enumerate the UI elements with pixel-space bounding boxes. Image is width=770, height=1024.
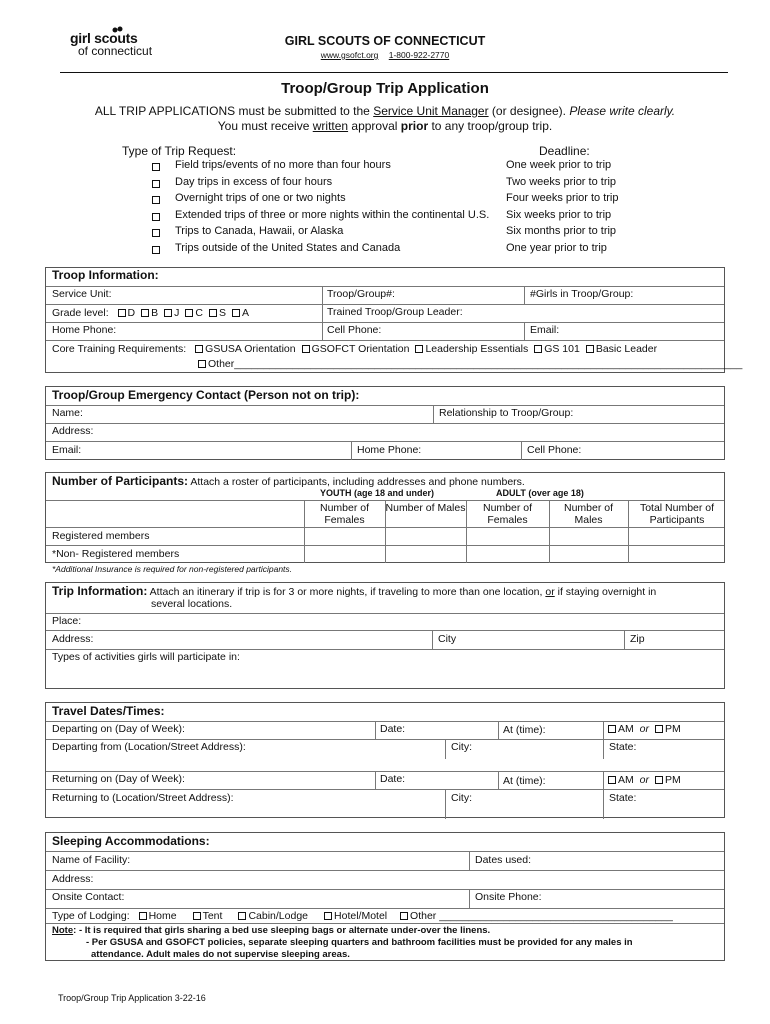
emergency-email-field[interactable]: Email: (52, 444, 82, 456)
trip-type-label: Field trips/events of no more than four hours (175, 159, 391, 171)
non-registered-row-label: *Non- Registered members (52, 548, 180, 560)
grade-level-group: Grade level: D B J C S A (52, 307, 250, 319)
returning-state-field[interactable]: State: (609, 792, 637, 804)
lodging-checkbox[interactable]: Hotel/Motel (324, 910, 387, 922)
website-link[interactable]: www.gsofct.org (320, 50, 379, 60)
trip-address-field[interactable]: Address: (52, 633, 94, 645)
departing-time-field[interactable]: At (time): (503, 724, 546, 736)
page-title: Troop/Group Trip Application (281, 80, 489, 97)
trip-info-section (45, 582, 725, 689)
youth-males-col: Number of Males (385, 502, 466, 514)
grade-checkbox[interactable]: C (185, 307, 203, 319)
participants-section (45, 472, 725, 563)
trip-deadline: Four weeks prior to trip (506, 192, 619, 204)
core-training-group: Core Training Requirements: GSUSA Orientation GSOFCT Orientation Leadership Essentials GS 101 Basic Leader (52, 343, 658, 355)
trip-type-checkbox[interactable] (152, 178, 162, 190)
returning-time-field[interactable]: At (time): (503, 775, 546, 787)
sleeping-header: Sleeping Accommodations: (52, 834, 210, 848)
sleeping-note: Note: - It is required that girls sharing a bed use sleeping bags or alternate under-over the linens. (52, 925, 491, 936)
trip-type-checkbox[interactable] (152, 244, 162, 256)
troop-info-header: Troop Information: (52, 268, 159, 282)
trip-deadline: One year prior to trip (506, 241, 607, 254)
relationship-field[interactable]: Relationship to Troop/Group: (439, 407, 574, 419)
registered-row-label: Registered members (52, 530, 150, 542)
departing-from-field[interactable]: Departing from (Location/Street Address): (52, 741, 246, 753)
grade-checkbox[interactable]: A (232, 307, 249, 319)
trip-type-label: Trips to Canada, Hawaii, or Alaska (175, 225, 344, 237)
emergency-section (45, 386, 725, 460)
place-field[interactable]: Place: (52, 615, 82, 627)
trip-type-label: Overnight trips of one or two nights (175, 192, 346, 204)
trip-type-checkbox[interactable] (152, 194, 162, 206)
sleeping-section (45, 832, 725, 961)
deadline-label: Deadline: (539, 144, 590, 158)
grade-checkbox[interactable]: S (209, 307, 226, 319)
troop-info-section (45, 267, 743, 373)
phone-number: 1-800-922-2770 (388, 50, 450, 60)
lodging-checkbox[interactable]: Cabin/Lodge (238, 910, 308, 922)
sleeping-note3: attendance. Adult males do not supervise sleeping areas. (91, 949, 350, 960)
intro-line1: ALL TRIP APPLICATIONS must be submitted to the Service Unit Manager (or designee). Please write clearly. (94, 104, 676, 118)
trip-info-header: Trip Information: Attach an itinerary if trip is for 3 or more nights, if traveling to more than one location, or if staying overnight in (52, 584, 657, 598)
org-name: GIRL SCOUTS OF CONNECTICUT (284, 34, 486, 48)
lodging-checkbox[interactable]: Tent (193, 910, 223, 922)
logo-line1: girl scouts (70, 30, 138, 46)
trip-type-label: Trips outside of the United States and Canada (175, 241, 401, 254)
grade-checkbox[interactable]: D (118, 307, 136, 319)
dates-used-field[interactable]: Dates used: (475, 854, 532, 866)
core-training-checkbox[interactable]: GSUSA Orientation (195, 343, 295, 355)
onsite-phone-field[interactable]: Onsite Phone: (475, 891, 542, 903)
insurance-note: *Additional Insurance is required for non-registered participants. (52, 564, 293, 574)
returning-to-field[interactable]: Returning to (Location/Street Address): (52, 792, 234, 804)
footer-text: Troop/Group Trip Application 3-22-16 (58, 993, 206, 1003)
trip-type-label: Type of Trip Request: (122, 144, 237, 158)
core-training-checkbox[interactable]: Basic Leader (586, 343, 657, 355)
trip-deadline: One week prior to trip (506, 159, 612, 171)
youth-females-col: Number of Females (319, 502, 370, 526)
returning-date-field[interactable]: Date: (380, 773, 406, 785)
leader-field[interactable]: Trained Troop/Group Leader: (327, 306, 463, 318)
emergency-address-field[interactable]: Address: (52, 425, 94, 437)
email-field[interactable]: Email: (530, 324, 560, 336)
departing-date-field[interactable]: Date: (380, 723, 406, 735)
onsite-contact-field[interactable]: Onsite Contact: (52, 891, 125, 903)
core-training-checkbox[interactable]: GS 101 (534, 343, 580, 355)
sleeping-note2: - Per GSUSA and GSOFCT policies, separate sleeping quarters and bathroom facilities must be provided for any males in (86, 937, 633, 948)
facility-field[interactable]: Name of Facility: (52, 854, 131, 866)
lodging-other[interactable]: Other ________________________________________ (400, 910, 673, 922)
girls-count-field[interactable]: #Girls in Troop/Group: (530, 288, 634, 300)
service-unit-field[interactable]: Service Unit: (52, 288, 112, 300)
home-phone-field[interactable]: Home Phone: (52, 324, 117, 336)
lodging-address-field[interactable]: Address: (52, 873, 94, 885)
emergency-name-field[interactable]: Name: (52, 407, 83, 419)
emergency-cell-phone-field[interactable]: Cell Phone: (527, 444, 582, 456)
grade-checkbox[interactable]: J (164, 307, 179, 319)
core-other-field[interactable]: Other_______________________________________________________________________________________ (198, 358, 742, 370)
trip-zip-field[interactable]: Zip (630, 633, 645, 645)
returning-city-field[interactable]: City: (451, 792, 472, 804)
trip-type-checkbox[interactable] (152, 211, 162, 223)
participants-header: Number of Participants: Attach a roster of participants, including addresses and phone numbers. (52, 474, 525, 488)
logo-line2: of connecticut (78, 44, 153, 58)
trip-type-label: Day trips in excess of four hours (175, 175, 333, 188)
core-training-checkbox[interactable]: GSOFCT Orientation (302, 343, 410, 355)
adult-label: ADULT (over age 18) (496, 488, 584, 498)
adult-females-col: Number of Females (482, 502, 533, 526)
departing-ampm[interactable]: AM or PM (608, 723, 681, 735)
troop-number-field[interactable]: Troop/Group#: (327, 288, 395, 300)
emergency-home-phone-field[interactable]: Home Phone: (357, 444, 422, 456)
header-divider (60, 72, 728, 73)
trip-deadline: Six months prior to trip (506, 225, 617, 237)
adult-males-col: Number of Males (563, 502, 614, 526)
trip-city-field[interactable]: City (438, 633, 457, 645)
trip-deadline: Six weeks prior to trip (506, 208, 612, 221)
lodging-checkbox[interactable]: Home (139, 910, 177, 922)
core-training-checkbox[interactable]: Leadership Essentials (415, 343, 528, 355)
trip-type-checkbox[interactable] (152, 161, 162, 173)
travel-section (45, 702, 725, 818)
travel-header: Travel Dates/Times: (52, 704, 165, 718)
departing-state-field[interactable]: State: (609, 741, 637, 753)
trip-info-note-cont: several locations. (151, 598, 233, 610)
grade-checkbox[interactable]: B (141, 307, 158, 319)
lodging-type-group: Type of Lodging: Home Tent Cabin/Lodge Hotel/Motel Other ________________________________________ (52, 910, 673, 922)
total-participants-col: Total Number of Participants (639, 502, 715, 526)
youth-label: YOUTH (age 18 and under) (320, 488, 435, 498)
departing-city-field[interactable]: City: (451, 741, 472, 753)
activities-field[interactable]: Types of activities girls will participate in: (52, 651, 240, 663)
trip-type-checkbox[interactable] (152, 227, 162, 239)
emergency-header: Troop/Group Emergency Contact (Person not on trip): (52, 388, 360, 402)
departing-day-field[interactable]: Departing on (Day of Week): (52, 723, 185, 735)
returning-ampm[interactable]: AM or PM (608, 774, 681, 786)
returning-day-field[interactable]: Returning on (Day of Week): (52, 773, 185, 785)
intro-line2: You must receive written approval prior to any troop/group trip. (217, 119, 553, 133)
trip-type-label: Extended trips of three or more nights within the continental U.S. (175, 208, 490, 221)
contact-line (0, 50, 770, 60)
trip-deadline: Two weeks prior to trip (506, 175, 617, 188)
cell-phone-field[interactable]: Cell Phone: (327, 324, 382, 336)
